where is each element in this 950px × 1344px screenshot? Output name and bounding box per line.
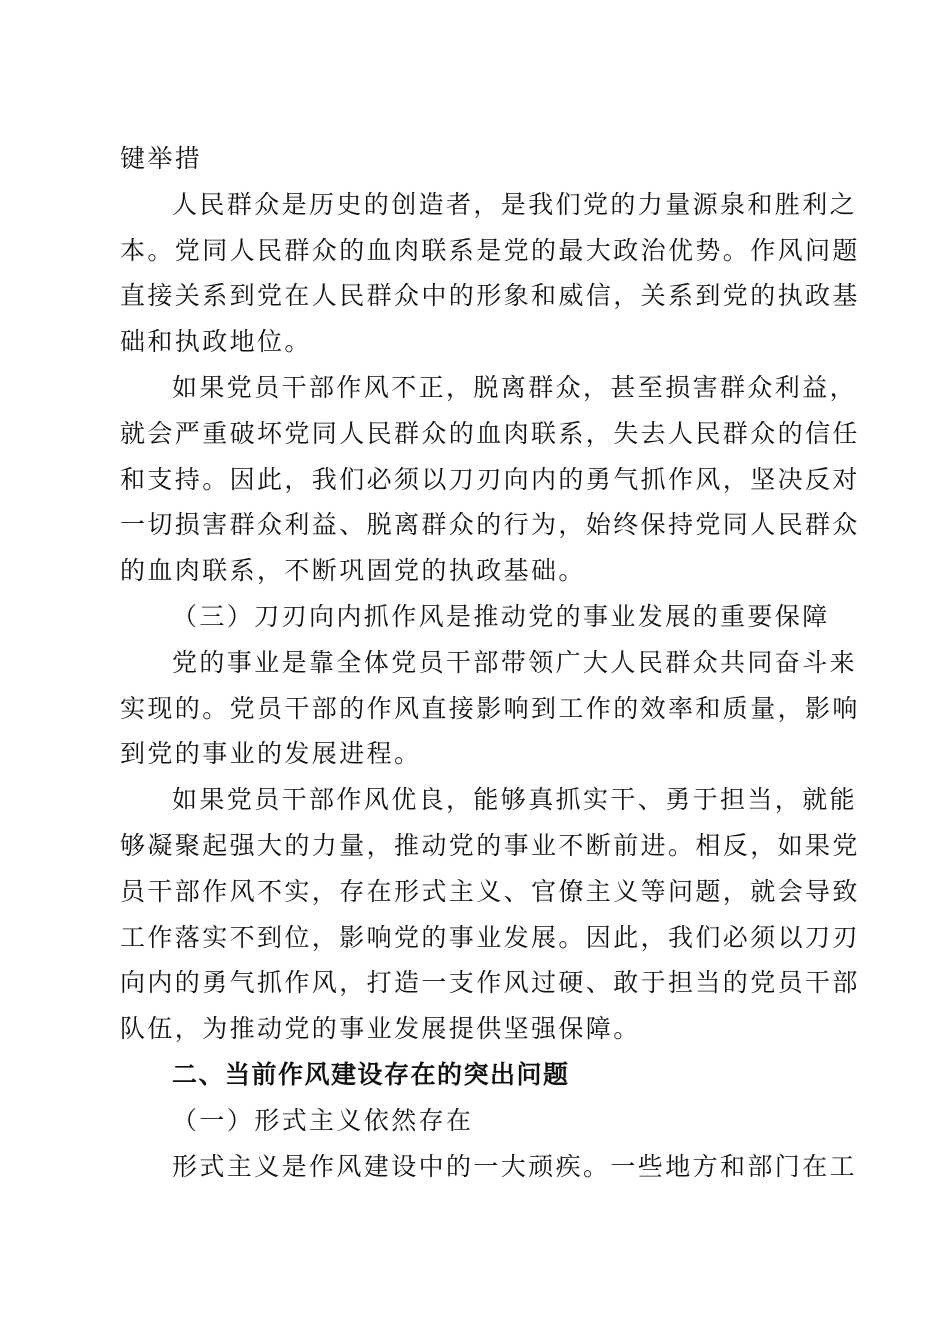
paragraph-line: 形式主义是作风建设中的一大顽疾。一些地方和部门在工 bbox=[172, 1151, 858, 1181]
paragraph-line: 如果党员干部作风不正，脱离群众，甚至损害群众利益， bbox=[172, 372, 858, 402]
paragraph-continuation: 键举措 bbox=[120, 144, 203, 173]
paragraph-line: 实现的。党员干部的作风直接影响到工作的效率和质量，影响 bbox=[120, 693, 860, 723]
paragraph-line: 一切损害群众利益、脱离群众的行为，始终保持党同人民群众 bbox=[120, 510, 860, 540]
paragraph-line: 队伍，为推动党的事业发展提供坚强保障。 bbox=[120, 1014, 641, 1044]
paragraph-line: 工作落实不到位，影响党的事业发展。因此，我们必须以刀刃 bbox=[120, 922, 860, 952]
paragraph-line: 就会严重破坏党同人民群众的血肉联系，失去人民群众的信任 bbox=[120, 418, 860, 448]
paragraph-line: 员干部作风不实，存在形式主义、官僚主义等问题，就会导致 bbox=[120, 876, 860, 906]
document-body bbox=[120, 136, 860, 1189]
section-subheading: （三）刀刃向内抓作风是推动党的事业发展的重要保障 bbox=[172, 601, 830, 631]
paragraph-line: 如果党员干部作风优良，能够真抓实干、勇于担当，就能 bbox=[172, 785, 858, 815]
paragraph-line: 人民群众是历史的创造者，是我们党的力量源泉和胜利之 bbox=[172, 189, 858, 219]
paragraph-line: 到党的事业的发展进程。 bbox=[120, 739, 422, 769]
paragraph-line: 向内的勇气抓作风，打造一支作风过硬、敢于担当的党员干部 bbox=[120, 968, 860, 998]
paragraph-line: 和支持。因此，我们必须以刀刃向内的勇气抓作风，坚决反对 bbox=[120, 464, 860, 494]
paragraph-line: 的血肉联系，不断巩固党的执政基础。 bbox=[120, 556, 586, 586]
section-subheading: （一）形式主义依然存在 bbox=[172, 1105, 474, 1135]
paragraph-line: 直接关系到党在人民群众中的形象和威信，关系到党的执政基 bbox=[120, 281, 860, 311]
section-heading: 二、当前作风建设存在的突出问题 bbox=[172, 1059, 570, 1089]
paragraph-line: 础和执政地位。 bbox=[120, 327, 312, 357]
paragraph-line: 党的事业是靠全体党员干部带领广大人民群众共同奋斗来 bbox=[172, 647, 858, 677]
paragraph-line: 本。党同人民群众的血肉联系是党的最大政治优势。作风问题 bbox=[120, 235, 860, 265]
paragraph-line: 够凝聚起强大的力量，推动党的事业不断前进。相反，如果党 bbox=[120, 830, 860, 860]
